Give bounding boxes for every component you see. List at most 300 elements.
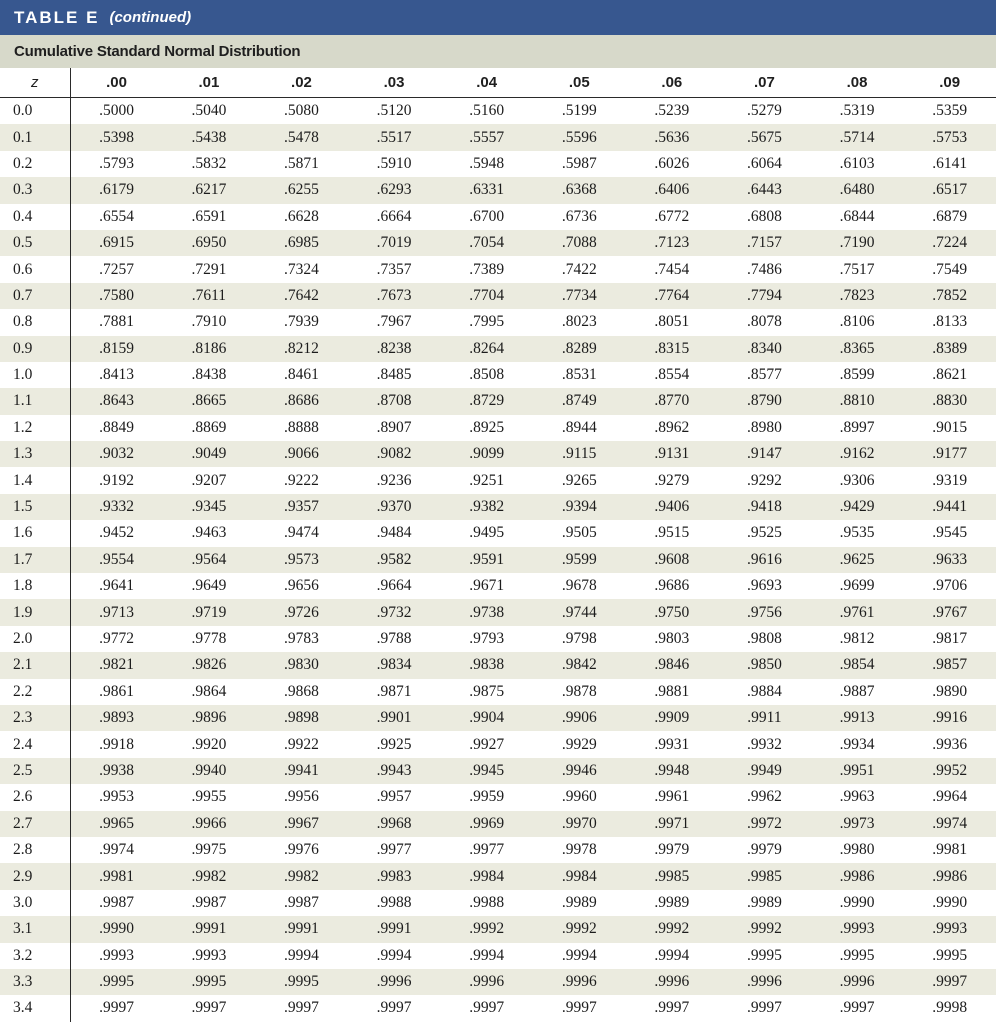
z-value-cell: 2.5	[0, 758, 70, 784]
column-header: .06	[626, 68, 719, 98]
probability-cell: .9909	[626, 705, 719, 731]
probability-cell: .8508	[469, 366, 505, 384]
probability-cell: .5040	[191, 102, 227, 120]
probability-cell: .9929	[561, 735, 597, 753]
probability-cell: .9977	[376, 841, 412, 859]
probability-cell: .9979	[747, 841, 782, 859]
probability-cell: .9878	[561, 682, 597, 700]
probability-cell: .8264	[440, 336, 533, 362]
probability-cell: .8907	[376, 418, 412, 436]
table-row	[0, 441, 996, 467]
probability-cell: .6179	[70, 177, 163, 203]
table-row	[0, 283, 996, 309]
probability-cell: .9990	[932, 893, 968, 911]
probability-cell: .8980	[747, 418, 782, 436]
probability-cell: .6141	[932, 154, 968, 172]
probability-cell: .9812	[839, 630, 875, 647]
probability-cell: .9015	[932, 418, 968, 436]
probability-cell: .9996	[440, 969, 533, 995]
z-value-cell: 0.6	[0, 256, 70, 282]
probability-cell: .9279	[654, 471, 690, 489]
probability-cell: .5080	[284, 102, 319, 120]
probability-cell: .6879	[932, 207, 968, 225]
table-row	[0, 336, 996, 362]
z-value-cell: 0.9	[0, 336, 70, 362]
probability-cell: .9993	[811, 916, 904, 942]
probability-cell: .9940	[163, 758, 256, 784]
probability-cell: .9916	[903, 705, 996, 731]
table-row	[0, 758, 996, 784]
probability-cell: .9901	[348, 705, 441, 731]
probability-cell: .9973	[811, 811, 904, 837]
probability-cell: .9649	[191, 577, 227, 595]
probability-cell: .9980	[839, 841, 875, 859]
probability-cell: .9115	[533, 441, 626, 467]
probability-cell: .9656	[284, 577, 319, 595]
probability-cell: .6406	[626, 177, 719, 203]
probability-cell: .9904	[440, 705, 533, 731]
probability-cell: .9978	[561, 841, 597, 859]
probability-cell: .9767	[903, 599, 996, 625]
probability-cell: .7673	[348, 283, 441, 309]
table-row	[0, 415, 996, 441]
probability-cell: .9994	[654, 946, 690, 964]
probability-cell: .9956	[284, 788, 319, 806]
probability-cell: .9982	[163, 863, 256, 889]
probability-cell: .9783	[284, 630, 319, 647]
probability-cell: .8133	[932, 313, 968, 331]
probability-cell: .9429	[811, 494, 904, 520]
probability-cell: .6255	[255, 177, 348, 203]
probability-cell: .6808	[747, 207, 782, 225]
probability-cell: .9994	[469, 946, 505, 964]
table-row	[0, 177, 996, 203]
z-table	[0, 68, 996, 1022]
probability-cell: .8389	[903, 336, 996, 362]
probability-cell: .9925	[376, 735, 412, 753]
z-value-cell: 0.4	[0, 204, 70, 230]
table-title-note: (continued)	[109, 9, 192, 26]
probability-cell: .7517	[839, 260, 875, 278]
probability-cell: .9985	[718, 863, 811, 889]
probability-cell: .9772	[99, 630, 134, 647]
probability-cell: .9994	[376, 946, 412, 964]
z-value-cell: 1.4	[0, 467, 70, 493]
z-value-cell: 1.9	[0, 599, 70, 625]
probability-cell: .8289	[533, 336, 626, 362]
table-row	[0, 969, 996, 995]
probability-cell: .8810	[811, 388, 904, 414]
table-row	[0, 652, 996, 678]
probability-cell: .5948	[469, 154, 505, 172]
probability-cell: .5675	[718, 124, 811, 150]
probability-cell: .9616	[718, 547, 811, 573]
probability-cell: .7291	[191, 260, 227, 278]
probability-cell: .9798	[561, 630, 597, 647]
probability-cell: .9989	[561, 893, 597, 911]
probability-cell: .8212	[255, 336, 348, 362]
probability-cell: .9992	[533, 916, 626, 942]
probability-cell: .9066	[255, 441, 348, 467]
table-row	[0, 890, 996, 916]
probability-cell: .9896	[163, 705, 256, 731]
probability-cell: .9049	[163, 441, 256, 467]
probability-cell: .9997	[561, 999, 597, 1017]
probability-cell: .9177	[903, 441, 996, 467]
probability-cell: .9988	[376, 893, 412, 911]
probability-cell: .9977	[469, 841, 505, 859]
probability-cell: .5596	[533, 124, 626, 150]
probability-cell: .9821	[70, 652, 163, 678]
probability-cell: .9505	[561, 524, 597, 542]
probability-cell: .7054	[440, 230, 533, 256]
probability-cell: .7257	[99, 260, 134, 278]
probability-cell: .9974	[99, 841, 134, 859]
probability-cell: .9998	[932, 999, 968, 1017]
column-header: .00	[70, 68, 163, 98]
probability-cell: .9463	[191, 524, 227, 542]
probability-cell: .8888	[284, 418, 319, 436]
probability-cell: .7995	[469, 313, 505, 331]
probability-cell: .9981	[932, 841, 968, 859]
table-row	[0, 467, 996, 493]
z-value-cell: 3.2	[0, 943, 70, 969]
table-row	[0, 98, 996, 125]
probability-cell: .9984	[440, 863, 533, 889]
probability-cell: .9981	[70, 863, 163, 889]
probability-cell: .5753	[903, 124, 996, 150]
table-row	[0, 547, 996, 573]
probability-cell: .5359	[932, 102, 968, 120]
probability-cell: .9881	[654, 682, 690, 700]
probability-cell: .9997	[469, 999, 505, 1017]
probability-cell: .8621	[932, 366, 968, 384]
probability-cell: .8665	[163, 388, 256, 414]
probability-cell: .5438	[163, 124, 256, 150]
probability-cell: .8869	[191, 418, 227, 436]
probability-cell: .9918	[99, 735, 134, 753]
probability-cell: .8485	[376, 366, 412, 384]
z-value-cell: 2.2	[0, 679, 70, 705]
probability-cell: .9992	[440, 916, 533, 942]
z-value-cell: 1.0	[0, 362, 70, 388]
probability-cell: .8749	[533, 388, 626, 414]
table-row	[0, 204, 996, 230]
z-value-cell: 1.1	[0, 388, 70, 414]
table-row	[0, 731, 996, 757]
table-header-row	[0, 68, 996, 98]
probability-cell: .7764	[626, 283, 719, 309]
probability-cell: .7939	[284, 313, 319, 331]
probability-cell: .8770	[626, 388, 719, 414]
z-value-cell: 0.3	[0, 177, 70, 203]
probability-cell: .9995	[255, 969, 348, 995]
probability-cell: .7549	[932, 260, 968, 278]
probability-cell: .9633	[903, 547, 996, 573]
probability-cell: .5832	[191, 154, 227, 172]
probability-cell: .9319	[932, 471, 968, 489]
probability-cell: .9963	[839, 788, 875, 806]
probability-cell: .9370	[348, 494, 441, 520]
probability-cell: .9986	[903, 863, 996, 889]
probability-cell: .5279	[747, 102, 782, 120]
probability-cell: .9788	[376, 630, 412, 647]
probability-cell: .9991	[255, 916, 348, 942]
probability-cell: .5000	[99, 102, 134, 120]
probability-cell: .6700	[469, 207, 505, 225]
probability-cell: .9995	[839, 946, 875, 964]
probability-cell: .9990	[839, 893, 875, 911]
z-value-cell: 0.7	[0, 283, 70, 309]
probability-cell: .5714	[811, 124, 904, 150]
probability-cell: .5793	[99, 154, 134, 172]
probability-cell: .9993	[99, 946, 134, 964]
z-value-cell: 2.1	[0, 652, 70, 678]
table-subtitle: Cumulative Standard Normal Distribution	[14, 43, 301, 60]
probability-cell: .7704	[440, 283, 533, 309]
probability-cell: .9997	[376, 999, 412, 1017]
probability-cell: .9997	[839, 999, 875, 1017]
probability-cell: .9975	[191, 841, 227, 859]
table-row	[0, 520, 996, 546]
probability-cell: .9732	[348, 599, 441, 625]
probability-cell: .9997	[99, 999, 134, 1017]
probability-cell: .7734	[533, 283, 626, 309]
probability-cell: .7224	[903, 230, 996, 256]
probability-cell: .9989	[747, 893, 782, 911]
probability-cell: .9756	[718, 599, 811, 625]
probability-cell: .9997	[747, 999, 782, 1017]
probability-cell: .9864	[191, 682, 227, 700]
probability-cell: .7190	[811, 230, 904, 256]
probability-cell: .8944	[561, 418, 597, 436]
probability-cell: .9995	[747, 946, 782, 964]
probability-cell: .9846	[626, 652, 719, 678]
probability-cell: .6064	[747, 154, 782, 172]
probability-cell: .9922	[284, 735, 319, 753]
probability-cell: .9495	[469, 524, 505, 542]
probability-cell: .9099	[440, 441, 533, 467]
probability-cell: .9987	[284, 893, 319, 911]
z-value-cell: 3.3	[0, 969, 70, 995]
column-header: .04	[440, 68, 533, 98]
probability-cell: .7454	[654, 260, 690, 278]
probability-cell: .9699	[839, 577, 875, 595]
probability-cell: .9911	[718, 705, 811, 731]
probability-cell: .9997	[654, 999, 690, 1017]
probability-cell: .5398	[70, 124, 163, 150]
probability-cell: .5636	[626, 124, 719, 150]
probability-cell: .7357	[376, 260, 412, 278]
probability-cell: .9871	[376, 682, 412, 700]
probability-cell: .5517	[348, 124, 441, 150]
probability-cell: .9394	[533, 494, 626, 520]
probability-cell: .9842	[533, 652, 626, 678]
probability-cell: .9251	[469, 471, 505, 489]
table-body	[0, 98, 996, 1022]
probability-cell: .7794	[718, 283, 811, 309]
probability-cell: .9893	[70, 705, 163, 731]
table-row	[0, 256, 996, 282]
probability-cell: .6554	[99, 207, 134, 225]
probability-cell: .5199	[561, 102, 597, 120]
table-subtitle-bar	[0, 35, 996, 68]
probability-cell: .7611	[163, 283, 256, 309]
probability-cell: .9970	[533, 811, 626, 837]
probability-cell: .5239	[654, 102, 690, 120]
probability-cell: .9750	[626, 599, 719, 625]
z-value-cell: 2.7	[0, 811, 70, 837]
probability-cell: .9265	[561, 471, 597, 489]
probability-cell: .9982	[255, 863, 348, 889]
probability-cell: .9996	[811, 969, 904, 995]
probability-cell: .9803	[654, 630, 690, 647]
probability-cell: .9418	[718, 494, 811, 520]
probability-cell: .9525	[747, 524, 782, 542]
probability-cell: .8340	[718, 336, 811, 362]
probability-cell: .5987	[561, 154, 597, 172]
probability-cell: .6480	[811, 177, 904, 203]
probability-cell: .9972	[718, 811, 811, 837]
z-column-header: z	[0, 68, 70, 98]
probability-cell: .9564	[163, 547, 256, 573]
table-row	[0, 943, 996, 969]
probability-cell: .9857	[903, 652, 996, 678]
probability-cell: .9943	[348, 758, 441, 784]
probability-cell: .9887	[839, 682, 875, 700]
probability-cell: .8708	[348, 388, 441, 414]
probability-cell: .8438	[191, 366, 227, 384]
probability-cell: .9761	[811, 599, 904, 625]
probability-cell: .9719	[163, 599, 256, 625]
probability-cell: .9830	[255, 652, 348, 678]
probability-cell: .9850	[718, 652, 811, 678]
probability-cell: .9995	[932, 946, 968, 964]
column-header: .01	[163, 68, 256, 98]
probability-cell: .9817	[932, 630, 968, 647]
probability-cell: .8729	[440, 388, 533, 414]
probability-cell: .9994	[284, 946, 319, 964]
probability-cell: .9484	[376, 524, 412, 542]
probability-cell: .6985	[255, 230, 348, 256]
probability-cell: .9726	[255, 599, 348, 625]
probability-cell: .9207	[191, 471, 227, 489]
probability-cell: .9738	[440, 599, 533, 625]
probability-cell: .9996	[626, 969, 719, 995]
table-title-bar	[0, 0, 996, 35]
probability-cell: .7642	[255, 283, 348, 309]
probability-cell: .9582	[348, 547, 441, 573]
probability-cell: .9706	[932, 577, 968, 595]
probability-cell: .9906	[533, 705, 626, 731]
probability-cell: .6026	[654, 154, 690, 172]
probability-cell: .7157	[718, 230, 811, 256]
probability-cell: .8023	[561, 313, 597, 331]
probability-cell: .9995	[70, 969, 163, 995]
probability-cell: .7852	[903, 283, 996, 309]
probability-cell: .9599	[533, 547, 626, 573]
probability-cell: .9778	[191, 630, 227, 647]
column-header: .07	[718, 68, 811, 98]
probability-cell: .9441	[903, 494, 996, 520]
z-value-cell: 0.1	[0, 124, 70, 150]
probability-cell: .9222	[284, 471, 319, 489]
probability-cell: .9953	[99, 788, 134, 806]
probability-cell: .9664	[376, 577, 412, 595]
probability-cell: .9997	[903, 969, 996, 995]
probability-cell: .9974	[903, 811, 996, 837]
table-row	[0, 388, 996, 414]
probability-cell: .9966	[163, 811, 256, 837]
probability-cell: .9948	[626, 758, 719, 784]
table-row	[0, 599, 996, 625]
probability-cell: .9964	[932, 788, 968, 806]
probability-cell: .9946	[533, 758, 626, 784]
probability-cell: .5319	[839, 102, 875, 120]
probability-cell: .8599	[839, 366, 875, 384]
probability-cell: .8554	[654, 366, 690, 384]
z-value-cell: 0.0	[0, 98, 70, 125]
probability-cell: .9968	[348, 811, 441, 837]
z-value-cell: 3.0	[0, 890, 70, 916]
probability-cell: .6443	[718, 177, 811, 203]
probability-cell: .9931	[654, 735, 690, 753]
probability-cell: .9997	[284, 999, 319, 1017]
z-value-cell: 2.0	[0, 626, 70, 652]
probability-cell: .6844	[839, 207, 875, 225]
probability-cell: .8365	[811, 336, 904, 362]
probability-cell: .7123	[626, 230, 719, 256]
probability-cell: .9932	[747, 735, 782, 753]
table-row	[0, 916, 996, 942]
probability-cell: .9406	[626, 494, 719, 520]
probability-cell: .9834	[348, 652, 441, 678]
probability-cell: .9976	[284, 841, 319, 859]
probability-cell: .8531	[561, 366, 597, 384]
table-row	[0, 995, 996, 1021]
probability-cell: .6368	[533, 177, 626, 203]
probability-cell: .9938	[70, 758, 163, 784]
table-title: TABLE E	[14, 7, 100, 27]
probability-cell: .9971	[626, 811, 719, 837]
z-value-cell: 1.8	[0, 573, 70, 599]
probability-cell: .9693	[747, 577, 782, 595]
probability-cell: .9838	[440, 652, 533, 678]
column-header: .03	[348, 68, 441, 98]
probability-cell: .9952	[903, 758, 996, 784]
probability-cell: .9991	[163, 916, 256, 942]
probability-cell: .9927	[469, 735, 505, 753]
probability-cell: .9236	[376, 471, 412, 489]
probability-cell: .6517	[903, 177, 996, 203]
probability-cell: .9162	[811, 441, 904, 467]
probability-cell: .8106	[839, 313, 875, 331]
table-row	[0, 494, 996, 520]
z-value-cell: 0.8	[0, 309, 70, 335]
probability-cell: .9625	[811, 547, 904, 573]
probability-cell: .9452	[99, 524, 134, 542]
probability-cell: .9962	[747, 788, 782, 806]
column-header: .02	[255, 68, 348, 98]
probability-cell: .8686	[255, 388, 348, 414]
probability-cell: .6628	[284, 207, 319, 225]
probability-cell: .6293	[348, 177, 441, 203]
probability-cell: .9554	[70, 547, 163, 573]
z-value-cell: 1.2	[0, 415, 70, 441]
z-value-cell: 3.1	[0, 916, 70, 942]
probability-cell: .9960	[561, 788, 597, 806]
probability-cell: .9994	[561, 946, 597, 964]
